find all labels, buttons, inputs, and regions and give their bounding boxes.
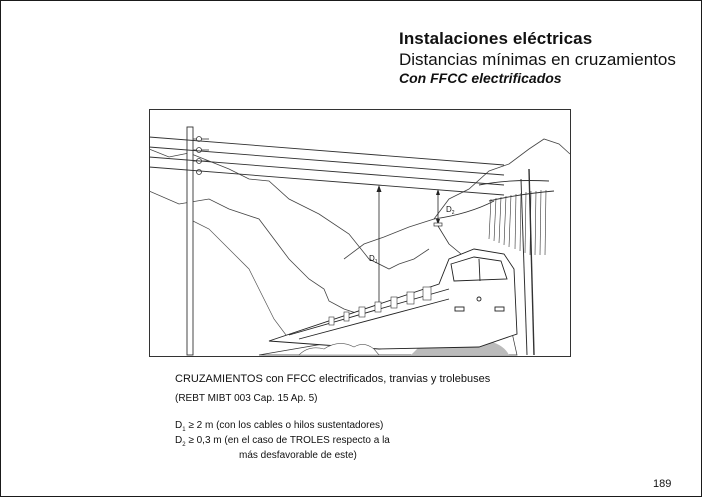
- d1-label: $D_1$: [369, 254, 378, 265]
- d2-requirement: $D_2 \ge 0,3$ m (en el caso de TROLES respecto a la: [175, 435, 390, 448]
- hill-contour: [189, 219, 289, 339]
- regulation-reference: (REBT MIBT 003 Cap. 15 Ap. 5): [175, 393, 318, 404]
- utility-pole: [187, 127, 193, 355]
- d2-requirement-continuation: más desfavorable de este): [239, 450, 357, 461]
- catenary-mast: [529, 169, 534, 355]
- mountain-left-outline: [149, 191, 359, 314]
- page-title: Instalaciones eléctricas: [399, 29, 593, 48]
- page-subsubtitle: Con FFCC electrificados: [399, 70, 562, 86]
- catenary-hatching: [489, 190, 546, 255]
- figure-caption: CRUZAMIENTOS con FFCC electrificados, tranvias y trolebuses: [175, 373, 491, 385]
- page-subtitle: Distancias mínimas en cruzamientos: [399, 50, 676, 69]
- d1-requirement: $D_1 \ge 2$ m (con los cables o hilos sustentadores): [175, 420, 384, 433]
- railway-crossing-illustration: [149, 109, 571, 357]
- d2-label: $D_2$: [446, 205, 455, 216]
- page-number: 189: [653, 478, 672, 490]
